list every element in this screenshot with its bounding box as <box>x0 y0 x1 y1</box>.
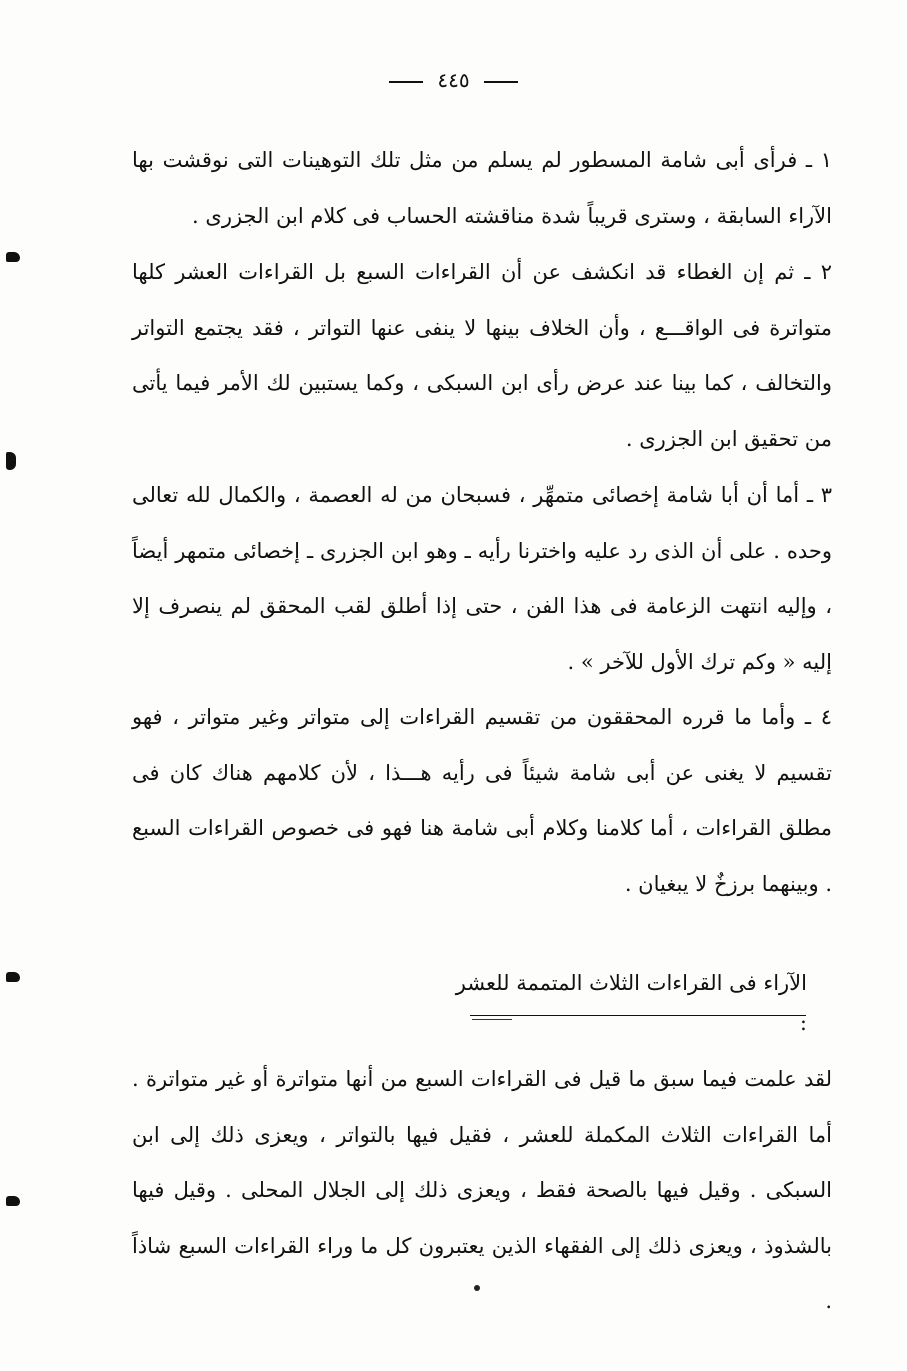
margin-binding-mark <box>6 452 16 470</box>
paragraph-1: ١ ـ فرأى أبى شامة المسطور لم يسلم من مثل تلك التوهينات التى نوقشت بها الآراء السابقة ، وسترى قريباً شدة مناقشته الحساب فى كلام ابن الجزرى . <box>132 148 832 228</box>
page-number-left-dash <box>389 81 423 83</box>
paragraph-2: ٢ ـ ثم إن الغطاء قد انكشف عن أن القراءات السبع بل القراءات العشر كلها متواترة فى الواقـــع ، وأن الخلاف بينها لا ينفى عنها التواتر ، فقد يجتمع التواتر والتخالف ، كما بينا عند عرض رأى ابن السبكى ، وكما يستبين لك الأمر فيما يأتى من تحقيق ابن الجزرى . <box>132 260 832 451</box>
paragraph-4: ٤ ـ وأما ما قرره المحققون من تقسيم القراءات إلى متواتر وغير متواتر ، فهو تقسيم لا يغنى عن أبى شامة شيئاً فى رأيه هـــذا ، لأن كلامهم هناك كان فى مطلق القراءات ، أما كلامنا وكلام أبى شامة هنا فهو فى خصوص القراءات السبع . وبينهما برزخٌ لا يبغيان . <box>132 705 832 896</box>
section-heading: الآراء فى القراءات الثلاث المتممة للعشر : <box>455 971 807 1035</box>
heading-underline-accent <box>472 1019 512 1020</box>
heading-underline <box>470 1015 806 1016</box>
margin-binding-mark <box>6 972 20 982</box>
page-number-text: ٤٤٥ <box>437 68 470 92</box>
footer-dot-mark <box>474 1285 480 1291</box>
margin-binding-mark <box>6 1196 20 1206</box>
page-number-right-dash <box>484 81 518 83</box>
page-number <box>0 68 907 92</box>
paragraph-5: لقد علمت فيما سبق ما قيل فى القراءات السبع من أنها متواترة أو غير متواترة . أما القراءات الثلاث المكملة للعشر ، فقيل فيها بالتواتر ، ويعزى ذلك إلى ابن السبكى . وقيل فيها بالصحة فقط ، ويعزى ذلك إلى الجلال المحلى . وقيل فيها بالشذوذ ، ويعزى ذلك إلى الفقهاء الذين يعتبرون كل ما وراء القراءات السبع شاذاً . <box>132 1067 832 1313</box>
paragraph-3: ٣ ـ أما أن أبا شامة إخصائى متمهِّر ، فسبحان من له العصمة ، والكمال لله تعالى وحده . على أن الذى رد عليه واخترنا رأيه ـ وهو ابن الجزرى ـ إخصائى متمهر أيضاً ، وإليه انتهت الزعامة فى هذا الفن ، حتى إذا أطلق لقب المحقق لم ينصرف إلا إليه « وكم ترك الأول للآخر » . <box>132 483 832 674</box>
margin-binding-mark <box>6 252 20 262</box>
